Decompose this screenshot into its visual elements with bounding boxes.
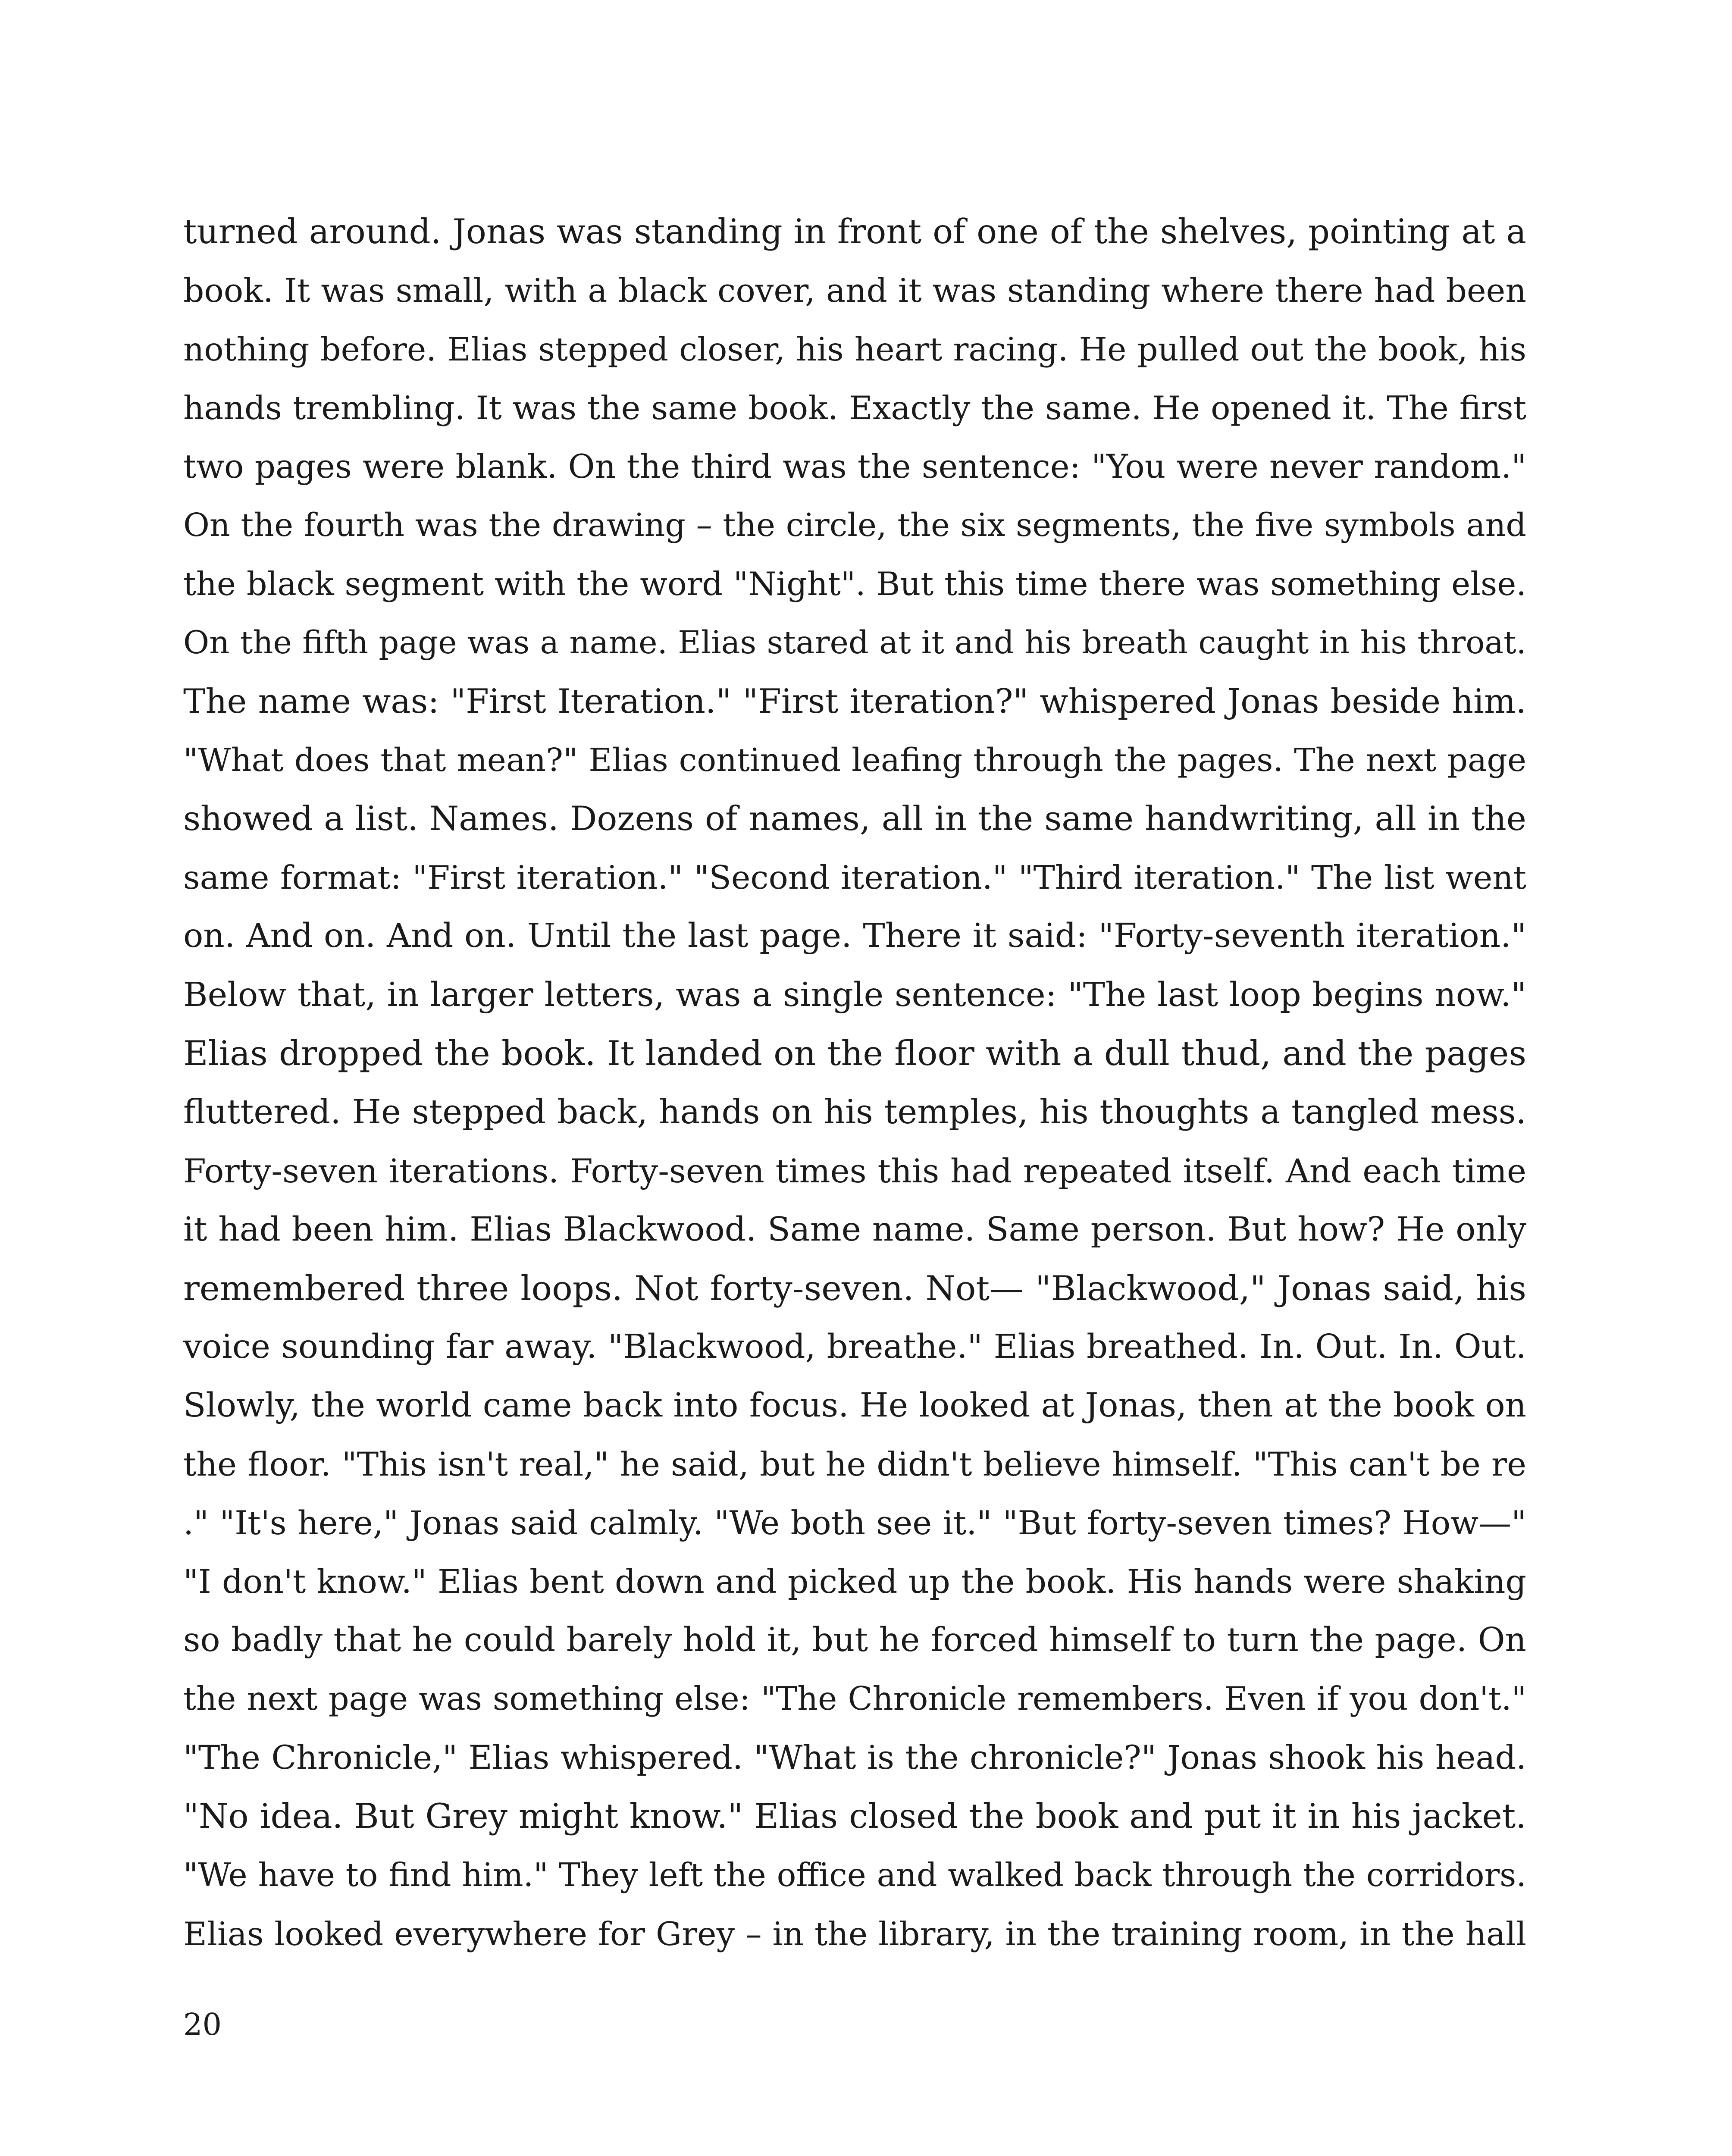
text-line: so badly that he could barely hold it, but he forced himself to turn the page. On	[183, 1621, 1526, 1660]
text-line: on. And on. And on. Until the last page. There it said: "Forty-seventh iteration."	[183, 917, 1526, 956]
page-number: 20	[183, 2007, 222, 2042]
text-line: voice sounding far away. "Blackwood, breathe." Elias breathed. In. Out. In. Out.	[183, 1327, 1526, 1366]
text-line: same format: "First iteration." "Second iteration." "Third iteration." The list went	[183, 859, 1526, 897]
text-line: remembered three loops. Not forty-seven. Not— "Blackwood," Jonas said, his	[183, 1268, 1526, 1308]
text-line: it had been him. Elias Blackwood. Same name. Same person. But how? He only	[183, 1210, 1526, 1249]
body-text	[183, 203, 1526, 1963]
text-line: book. It was small, with a black cover, and it was standing where there had been	[183, 272, 1526, 310]
text-line: "What does that mean?" Elias continued leafing through the pages. The next page	[183, 741, 1526, 779]
text-line: On the fifth page was a name. Elias stared at it and his breath caught in his throat.	[183, 624, 1526, 661]
text-line: "No idea. But Grey might know." Elias closed the book and put it in his jacket.	[183, 1796, 1526, 1836]
text-line: Below that, in larger letters, was a single sentence: "The last loop begins now."	[183, 975, 1526, 1015]
text-line: nothing before. Elias stepped closer, his heart racing. He pulled out the book, his	[183, 330, 1526, 369]
text-line: On the fourth was the drawing – the circle, the six segments, the five symbols and	[183, 506, 1526, 544]
text-line: the black segment with the word "Night". But this time there was something else.	[183, 565, 1526, 603]
text-line: "I don't know." Elias bent down and picked up the book. His hands were shaking	[183, 1563, 1526, 1601]
text-line: ." "It's here," Jonas said calmly. "We both see it." "But forty-seven times? How—"	[183, 1504, 1526, 1542]
text-line: "The Chronicle," Elias whispered. "What is the chronicle?" Jonas shook his head.	[183, 1739, 1526, 1777]
text-line: the next page was something else: "The Chronicle remembers. Even if you don't."	[183, 1680, 1526, 1718]
text-line: Forty-seven iterations. Forty-seven times this had repeated itself. And each time	[183, 1151, 1526, 1190]
text-line: the floor. "This isn't real," he said, but he didn't believe himself. "This can't be re	[183, 1445, 1526, 1483]
text-line: Elias dropped the book. It landed on the floor with a dull thud, and the pages	[183, 1034, 1526, 1074]
text-line: Elias looked everywhere for Grey – in the library, in the training room, in the hall	[183, 1915, 1526, 1953]
text-line: Slowly, the world came back into focus. He looked at Jonas, then at the book on	[183, 1386, 1526, 1425]
text-line: turned around. Jonas was standing in front of one of the shelves, pointing at a	[183, 212, 1526, 251]
text-line: showed a list. Names. Dozens of names, all in the same handwriting, all in the	[183, 799, 1526, 838]
text-line: fluttered. He stepped back, hands on his temples, his thoughts a tangled mess.	[183, 1093, 1526, 1132]
text-line: "We have to find him." They left the office and walked back through the corridors.	[183, 1856, 1526, 1894]
text-line: two pages were blank. On the third was the sentence: "You were never random."	[183, 448, 1526, 486]
text-line: hands trembling. It was the same book. Exactly the same. He opened it. The first	[183, 389, 1526, 427]
text-line: The name was: "First Iteration." "First iteration?" whispered Jonas beside him.	[183, 682, 1526, 721]
